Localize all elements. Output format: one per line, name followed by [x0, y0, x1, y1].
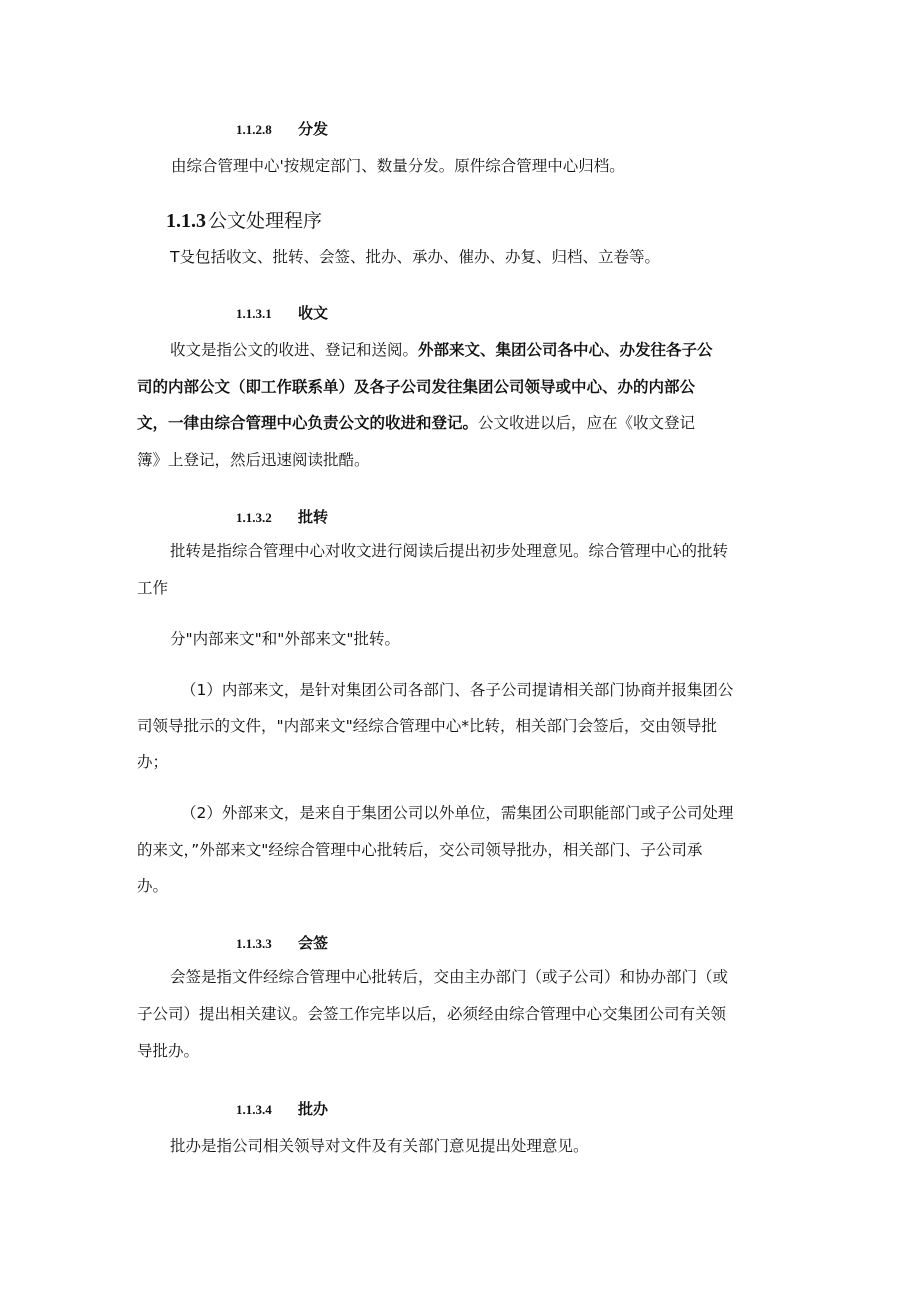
heading-number: 1.1.3.4: [236, 1102, 272, 1117]
heading-title: 批办: [298, 1100, 329, 1118]
paragraph-huiqian-line-1: 会签是指文件经综合管理中心批转后，交由主办部门（或子公司）和协办部门（或: [170, 968, 729, 986]
heading-title: 批转: [298, 508, 329, 526]
heading-1-1-3-2: [236, 506, 328, 527]
paragraph-piban-line-1: 批办是指公司相关领导对文件及有关部门意见提出处理意见。: [170, 1137, 589, 1155]
heading-1-1-2-8: [236, 118, 328, 139]
list-item-2-line-2: 的来文，”外部来文"经综合管理中心批转后，交公司领导批办，相关部门、子公司承: [137, 841, 703, 859]
paragraph-shouwen-line-1: [170, 340, 713, 360]
list-item-2-line-3: 办。: [137, 877, 169, 895]
text-plain: 公文收进以后，应在《收文登记: [478, 414, 696, 432]
heading-1-1-3-1: [236, 302, 328, 323]
paragraph-pizhuan-line-3: 分"内部来文"和"外部来文"批转。: [170, 630, 401, 648]
paragraph-shouwen-line-4: 簿》上登记，然后迅速阅读批酷。: [137, 451, 370, 469]
heading-1-1-3: [166, 206, 322, 233]
heading-1-1-3-4: [236, 1098, 328, 1119]
paragraph-huiqian-line-3: 导批办。: [137, 1042, 200, 1060]
list-item-1-line-3: 办；: [137, 753, 169, 771]
heading-title: 公文处理程序: [208, 210, 323, 232]
list-item-2-line-1: （2）外部来文，是来自于集团公司以外单位，需集团公司职能部门或子公司处理: [181, 804, 734, 822]
heading-number: 1.1.2.8: [236, 122, 272, 137]
heading-number: 1.1.3: [166, 210, 206, 232]
heading-number: 1.1.3.1: [236, 306, 272, 321]
list-item-1-line-1: （1）内部来文，是针对集团公司各部门、各子公司提请相关部门协商并报集团公: [181, 681, 734, 699]
list-item-1-line-2: 司领导批示的文件，"内部来文"经综合管理中心*比转，相关部门会签后，交由领导批: [137, 717, 718, 735]
heading-title: 分发: [298, 120, 329, 138]
paragraph-fenfa: 由综合管理中心'按规定部门、数量分发。原件综合管理中心归档。: [171, 157, 625, 175]
paragraph-shouwen-line-3: [137, 413, 695, 433]
paragraph-huiqian-line-2: 子公司）提出相关建议。会签工作完毕以后，必须经由综合管理中心交集团公司有关领: [137, 1005, 727, 1023]
paragraph-intro: T殳包括收文、批转、会签、批办、承办、催办、办复、归档、立卷等。: [170, 248, 660, 266]
text-bold: 文，一律由综合管理中心负责公文的收进和登记。: [137, 414, 479, 432]
text-bold: 外部来文、集团公司各中心、办发往各子公: [418, 341, 713, 359]
heading-title: 会签: [298, 934, 329, 952]
heading-number: 1.1.3.2: [236, 510, 272, 525]
text-plain: 收文是指公文的收进、登记和送阅。: [170, 341, 419, 359]
heading-1-1-3-3: [236, 932, 328, 953]
heading-title: 收文: [298, 304, 329, 322]
paragraph-pizhuan-line-2: 工作: [137, 579, 169, 597]
paragraph-shouwen-line-2: [137, 377, 695, 397]
paragraph-pizhuan-line-1: 批转是指综合管理中心对收文进行阅读后提出初步处理意见。综合管理中心的批转: [170, 542, 729, 560]
text-bold: 司的内部公文（即工作联系单）及各子公司发往集团公司领导或中心、办的内部公: [137, 378, 696, 396]
heading-number: 1.1.3.3: [236, 936, 272, 951]
